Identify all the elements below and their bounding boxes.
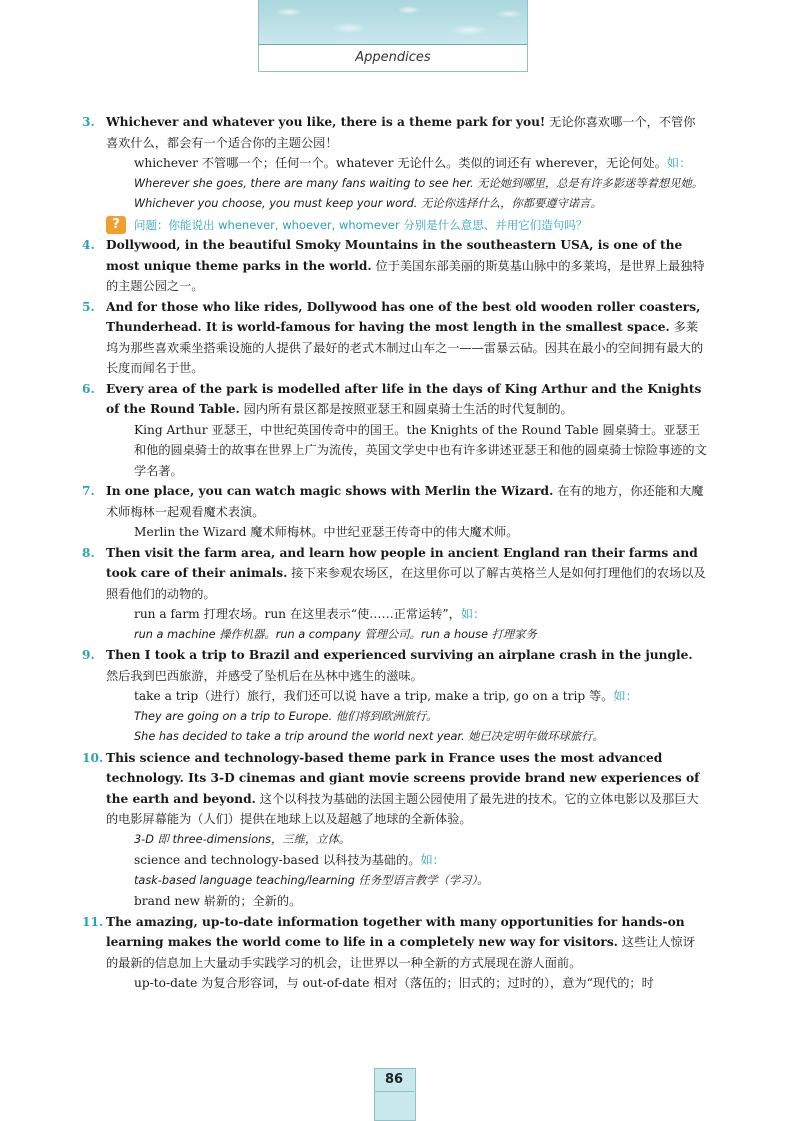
item-sentence	[82, 748, 707, 830]
explanation-note	[82, 686, 707, 707]
explanation-note	[82, 420, 707, 482]
explanation-note	[82, 850, 707, 871]
page-number-divider	[374, 1091, 414, 1092]
example-sentence	[82, 830, 707, 851]
example-sentence	[82, 174, 707, 195]
note-text: Wherever she goes, there are many fans waiting to see her. 无论她到哪里，总是有许多影迷等着想见她。	[134, 176, 704, 190]
item-sentence	[82, 543, 707, 605]
note-item	[82, 748, 707, 912]
example-marker: 如：	[613, 689, 638, 703]
question-icon: ?	[106, 216, 126, 234]
note-text: up-to-date 为复合形容词，与 out-of-date 相对（落伍的；旧式的；过时的），意为“现代的；时	[134, 976, 654, 990]
item-sentence	[82, 912, 707, 974]
chinese-translation: 然后我到巴西旅游，并感受了坠机后在丛林中逃生的滋味。	[106, 668, 423, 683]
example-sentence	[82, 727, 707, 748]
item-sentence	[82, 645, 707, 686]
note-text: King Arthur 亚瑟王，中世纪英国传奇中的国王。the Knights of the Round Table 圆桌骑士。亚瑟王和他的圆桌骑士的故事在世界上广为流传，英国文学史中也有许多讲述亚瑟王和他的圆桌骑士惊险事迹的文学名著。	[134, 422, 707, 478]
chinese-translation: 接下来参观农场区，在这里你可以了解古英格兰人是如何打理他们的农场以及照看他们的动物的。	[106, 566, 706, 601]
item-number: 7.	[82, 484, 95, 498]
item-sentence	[82, 112, 707, 153]
item-number: 8.	[82, 545, 95, 560]
note-text: run a farm 打理农场。run 在这里表示“使……正常运转”，	[134, 607, 461, 621]
note-item	[82, 645, 707, 748]
chinese-translation: 这个以科技为基础的法国主题公园使用了最先进的技术。它的立体电影以及那巨大的电影屏幕能为（人们）提供在地球上以及超越了地球的全新体验。	[106, 791, 699, 826]
item-number: 11.	[82, 914, 104, 929]
note-text: whichever 不管哪一个；任何一个。whatever 无论什么。类似的词还有 wherever，无论何处。	[134, 156, 667, 170]
item-number: 3.	[82, 115, 95, 129]
english-sentence: Dollywood, in the beautiful Smoky Mountains in the southeastern USA, is one of the most unique theme parks in the world.	[106, 238, 683, 273]
note-text: They are going on a trip to Europe. 他们将到欧洲旅行。	[134, 709, 438, 723]
note-text: task-based language teaching/learning 任务型语言教学（学习）。	[134, 873, 489, 887]
explanation-note	[82, 973, 707, 994]
note-item	[82, 297, 707, 379]
item-sentence	[82, 379, 707, 420]
example-marker: 如：	[666, 156, 692, 170]
note-item	[82, 235, 707, 297]
english-sentence: Then I took a trip to Brazil and experienced surviving an airplane crash in the jungle.	[106, 648, 693, 662]
item-number: 6.	[82, 381, 95, 396]
explanation-note	[82, 604, 707, 625]
english-sentence: In one place, you can watch magic shows with Merlin the Wizard.	[106, 484, 554, 498]
chinese-translation: 无论你喜欢哪一个，不管你喜欢什么，都会有一个适合你的主题公园！	[106, 115, 696, 150]
note-item	[82, 481, 707, 543]
page-number: 86	[384, 1072, 404, 1087]
note-item	[82, 379, 707, 482]
chinese-translation: 园内所有景区都是按照亚瑟王和圆桌骑士生活的时代复制的。	[239, 402, 573, 416]
chinese-translation: 这些让人惊讶的最新的信息加上大量动手实践学习的机会，让世界以一种全新的方式展现在游人面前。	[106, 935, 695, 970]
example-sentence	[82, 625, 707, 646]
english-sentence: Every area of the park is modelled after life in the days of King Arthur and the Knights of the Round Table.	[106, 381, 702, 416]
item-number: 10.	[82, 750, 104, 765]
note-text: 3-D 即 three-dimensions，三维，立体。	[134, 832, 351, 846]
note-text: run a machine 操作机器。run a company 管理公司。run a house 打理家务	[134, 627, 537, 641]
example-sentence	[82, 707, 707, 728]
item-number: 4.	[82, 238, 95, 252]
english-sentence: Then visit the farm area, and learn how people in ancient England ran their farms and took care of their animals.	[106, 545, 698, 580]
item-sentence	[82, 235, 707, 297]
example-sentence	[82, 194, 707, 215]
note-item	[82, 543, 707, 646]
note-text: She has decided to take a trip around the world next year. 她已决定明年做环球旅行。	[134, 730, 604, 743]
chinese-translation: 位于美国东部美丽的斯莫基山脉中的多莱坞，是世界上最独特的主题公园之一。	[106, 258, 705, 293]
note-item	[82, 912, 707, 994]
example-marker: 如：	[420, 853, 445, 867]
page-content	[82, 112, 707, 994]
header-decoration	[258, 0, 528, 44]
item-number: 5.	[82, 299, 95, 314]
item-sentence	[82, 481, 707, 522]
english-sentence: The amazing, up-to-date information together with many opportunities for hands-on learning makes the world come to life in a completely new way for visitors.	[106, 914, 685, 949]
question-text: 问题：你能说出 whenever, whoever, whomever 分别是什么意思、并用它们造句吗？	[134, 217, 588, 232]
note-text: Merlin the Wizard 魔术师梅林。中世纪亚瑟王传奇中的伟大魔术师。	[134, 525, 519, 539]
note-text: take a trip（进行）旅行，我们还可以说 have a trip, make a trip, go on a trip 等。	[134, 689, 614, 703]
item-sentence	[82, 297, 707, 379]
english-sentence: Whichever and whatever you like, there is a theme park for you!	[106, 115, 546, 129]
english-sentence: This science and technology-based theme park in France uses the most advanced technology. Its 3-D cinemas and giant movie screens provide brand new experiences of the earth and beyond.	[106, 750, 700, 806]
section-header: Appendices	[258, 44, 528, 72]
explanation-note	[82, 891, 707, 912]
question-note	[82, 215, 707, 236]
chinese-translation: 在有的地方，你还能和大魔术师梅林一起观看魔术表演。	[106, 484, 704, 519]
chinese-translation: 多莱坞为那些喜欢乘坐搭乘设施的人提供了最好的老式木制过山车之一——雷暴云砧。因其在最小的空间拥有最大的长度而闻名于世。	[106, 320, 704, 375]
note-text: Whichever you choose, you must keep your word. 无论你选择什么，你都要遵守诺言。	[134, 197, 602, 210]
explanation-note	[82, 522, 707, 543]
note-item	[82, 112, 707, 235]
note-text: science and technology-based 以科技为基础的。	[134, 853, 421, 867]
example-sentence	[82, 871, 707, 892]
english-sentence: And for those who like rides, Dollywood has one of the best old wooden roller coasters, Thunderhead. It is world-famous for having the most length in the smallest space.	[106, 299, 701, 334]
note-text: brand new 崭新的；全新的。	[134, 894, 302, 908]
example-marker: 如：	[460, 607, 486, 621]
explanation-note	[82, 153, 707, 174]
item-number: 9.	[82, 648, 95, 662]
